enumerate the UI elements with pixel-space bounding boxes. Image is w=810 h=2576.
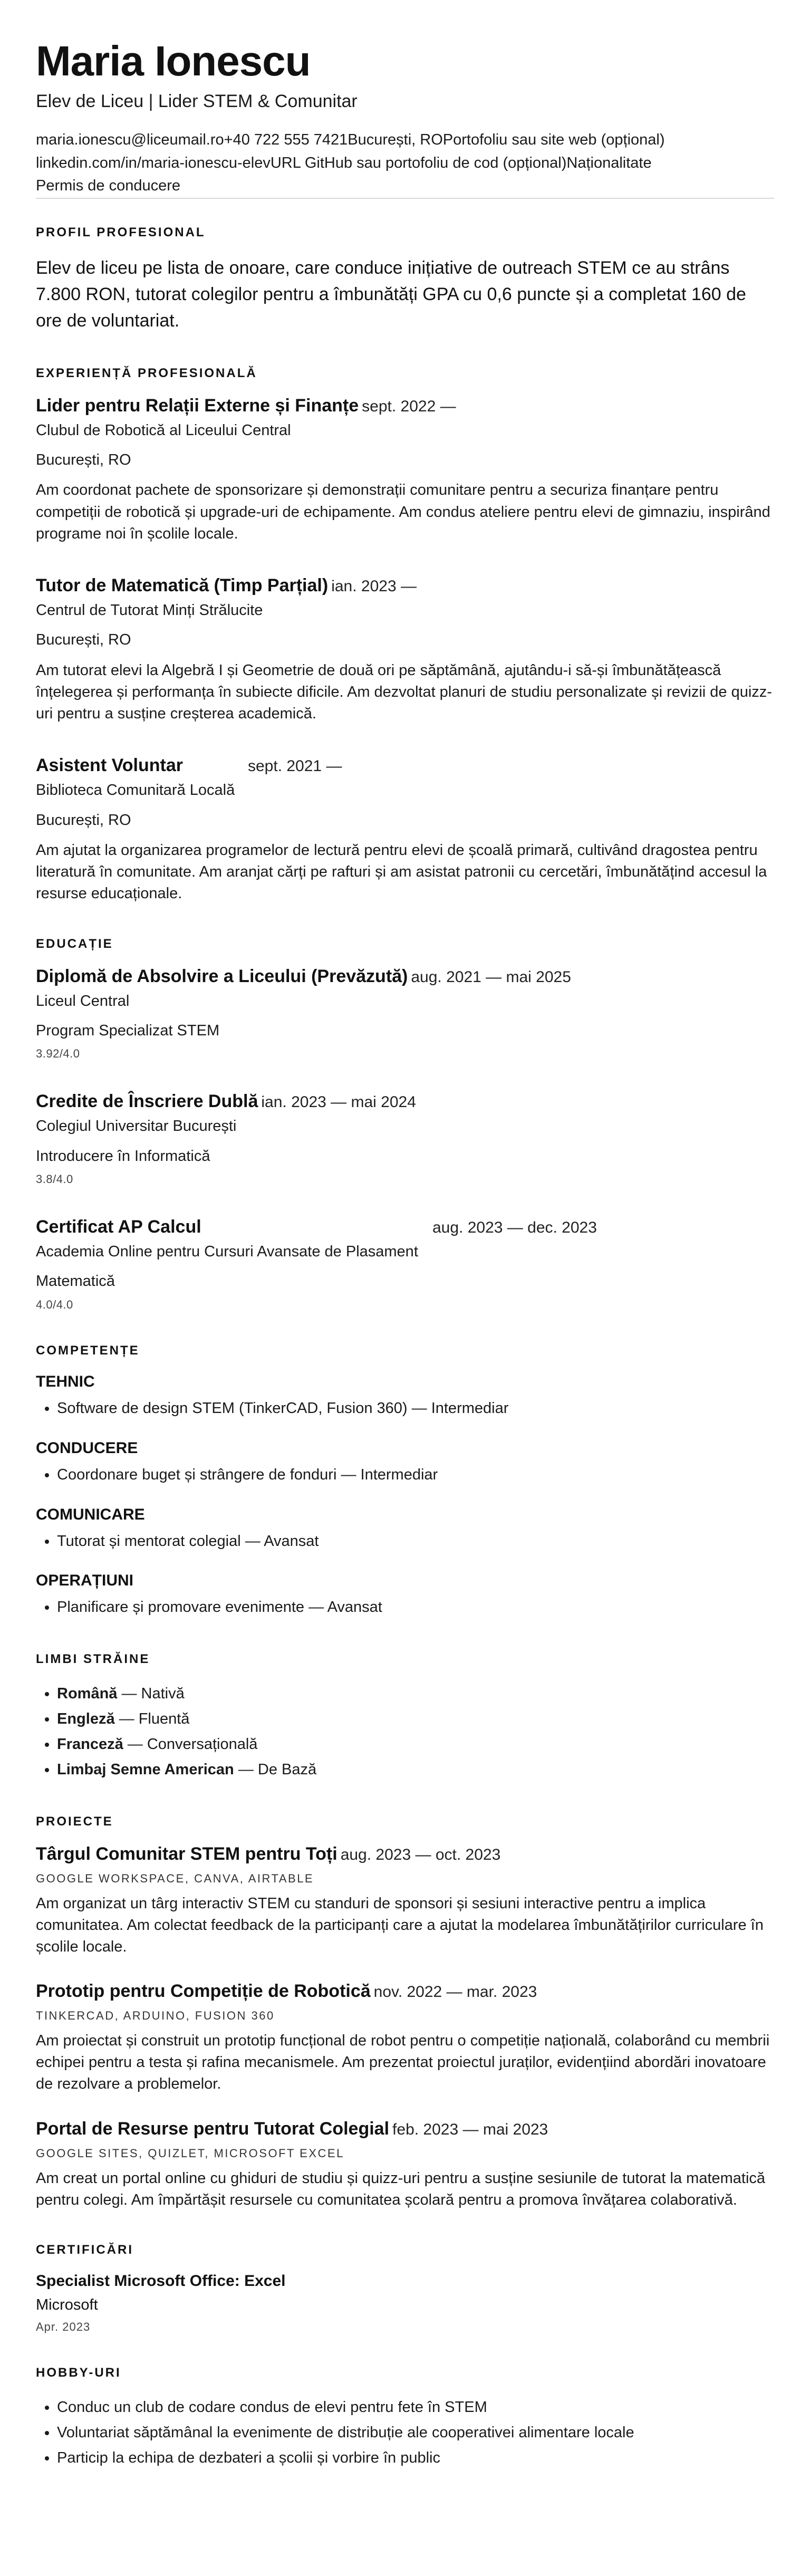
certification-name: Specialist Microsoft Office: Excel xyxy=(36,2272,286,2290)
education-school: Academia Online pentru Cursuri Avansate de Plasament xyxy=(36,1243,418,1261)
header-divider xyxy=(36,198,774,199)
experience-title: Lider pentru Relații Externe și Finanțe xyxy=(36,395,359,416)
skill-item: • Tutorat și mentorat colegial — Avansat xyxy=(57,1529,774,1554)
experience-date: ian. 2023 — xyxy=(331,577,417,595)
certification-date: Apr. 2023 xyxy=(36,2320,91,2333)
education-title: Credite de Înscriere Dublă xyxy=(36,1091,258,1112)
projects-section xyxy=(36,1814,774,2211)
section-title-education: EDUCAȚIE xyxy=(36,936,113,951)
education-title: Certificat AP Calcul xyxy=(36,1217,201,1237)
section-title-certifications: CERTIFICĂRI xyxy=(36,2242,133,2257)
skill-item: • Planificare și promovare evenimente — Avansat xyxy=(57,1595,774,1620)
language-name: Limbaj Semne American xyxy=(57,1761,234,1778)
project-entry xyxy=(36,1844,774,1958)
contact-row-2 xyxy=(36,152,774,175)
project-tags: GOOGLE WORKSPACE, CANVA, AIRTABLE xyxy=(36,1871,314,1885)
skill-category: TEHNIC xyxy=(36,1372,95,1390)
education-grade: 4.0/4.0 xyxy=(36,1297,73,1311)
language-name: Franceză xyxy=(57,1735,123,1753)
hobby-item: • Particip la echipa de dezbateri a școlii și vorbire în public xyxy=(57,2446,774,2471)
contact-phone[interactable]: +40 722 555 7421 xyxy=(224,131,348,149)
language-item xyxy=(57,1757,774,1783)
contact-email[interactable]: maria.ionescu@liceumail.ro xyxy=(36,131,224,149)
education-program: Introducere în Informatică xyxy=(36,1147,210,1165)
education-program: Matematică xyxy=(36,1273,115,1290)
contact-row-1 xyxy=(36,129,774,152)
education-program: Program Specializat STEM xyxy=(36,1022,220,1039)
profile-section xyxy=(36,225,774,334)
profile-summary: Elev de liceu pe lista de onoare, care conduce inițiative de outreach STEM ce au strâns 7.800 RON, tutorat colegilor pentru a îmbunătăți GPA cu 0,6 puncte și a completat 160 de ore de voluntariat. xyxy=(36,257,746,331)
experience-location: București, RO xyxy=(36,451,131,469)
section-title-languages: LIMBI STRĂINE xyxy=(36,1652,150,1667)
project-title: Târgul Comunitar STEM pentru Toți xyxy=(36,1843,338,1864)
hobbies-section xyxy=(36,2366,774,2471)
language-level: — Conversațională xyxy=(123,1735,258,1753)
experience-entry xyxy=(36,396,774,545)
education-grade: 3.8/4.0 xyxy=(36,1172,73,1186)
section-title-projects: PROIECTE xyxy=(36,1814,113,1829)
contact-nationality: Naționalitate xyxy=(566,154,652,171)
section-title-skills: COMPETENȚE xyxy=(36,1343,140,1358)
skill-group xyxy=(36,1373,774,1421)
language-level: — De Bază xyxy=(234,1761,317,1778)
contact-linkedin[interactable]: linkedin.com/in/maria-ionescu-elevURL GitHub sau portofoliu de cod (opțional) xyxy=(36,154,567,171)
certification-issuer: Microsoft xyxy=(36,2296,98,2313)
project-title: Prototip pentru Competiție de Robotică xyxy=(36,1981,371,2002)
project-tags: GOOGLE SITES, QUIZLET, MICROSOFT EXCEL xyxy=(36,2146,344,2160)
project-entry xyxy=(36,1981,774,2096)
project-date: nov. 2022 — mar. 2023 xyxy=(373,1983,537,2001)
experience-title: Asistent Voluntar xyxy=(36,755,183,776)
experience-description: Am coordonat pachete de sponsorizare și demonstrații comunitare pentru a securiza finanțare pentru competiții de robotică și upgrade-uri de echipamente. Am condus ateliere pentru elevi de gimnaziu, inspirând programe noi în școlile locale. xyxy=(36,482,770,542)
skill-category: COMUNICARE xyxy=(36,1505,145,1523)
project-description: Am creat un portal online cu ghiduri de studiu și quizz-uri pentru a susține sesiunile de tutorat la matematică pentru colegi. Am împărtășit resursele cu comunitatea școlară pentru a promova învățarea colaborativă. xyxy=(36,2169,766,2208)
candidate-headline: Elev de Liceu | Lider STEM & Comunitar xyxy=(36,91,358,111)
resume-page xyxy=(36,0,774,2471)
education-date: ian. 2023 — mai 2024 xyxy=(261,1093,416,1111)
contact-driving-license: Permis de conducere xyxy=(36,177,181,195)
skill-group xyxy=(36,1439,774,1488)
education-title: Diplomă de Absolvire a Liceului (Prevăzută) xyxy=(36,966,408,986)
certification-entry xyxy=(36,2272,774,2334)
experience-location: București, RO xyxy=(36,631,131,649)
certifications-section xyxy=(36,2243,774,2334)
education-grade: 3.92/4.0 xyxy=(36,1047,80,1061)
education-entry xyxy=(36,966,774,1061)
hobby-item: • Voluntariat săptămânal la evenimente de distribuție ale cooperativei alimentare locale xyxy=(57,2420,774,2446)
skill-category: OPERAȚIUNI xyxy=(36,1572,134,1590)
languages-section xyxy=(36,1652,774,1782)
experience-organization: Clubul de Robotică al Liceului Central xyxy=(36,421,291,439)
skill-group xyxy=(36,1572,774,1620)
experience-location: București, RO xyxy=(36,811,131,829)
experience-description: Am ajutat la organizarea programelor de lectură pentru elevi de școală primară, cultivând dragostea pentru literatură în comunitate. Am aranjat cărți pe rafturi și am asistat patronii cu cercetări, îmbunătățind accesul la resurse educaționale. xyxy=(36,842,767,902)
language-item xyxy=(57,1681,774,1707)
skill-group xyxy=(36,1506,774,1554)
contact-row-3 xyxy=(36,175,774,198)
education-entry xyxy=(36,1217,774,1312)
language-level: — Nativă xyxy=(117,1685,185,1703)
project-tags: TINKERCAD, ARDUINO, FUSION 360 xyxy=(36,2009,275,2023)
language-name: Română xyxy=(57,1685,118,1703)
hobby-item: • Conduc un club de codare condus de elevi pentru fete în STEM xyxy=(57,2395,774,2420)
experience-entry xyxy=(36,575,774,725)
education-school: Colegiul Universitar București xyxy=(36,1118,237,1135)
skill-category: CONDUCERE xyxy=(36,1439,138,1457)
section-title-hobbies: HOBBY-URI xyxy=(36,2365,121,2380)
resume-header xyxy=(36,36,774,198)
skill-item: • Software de design STEM (TinkerCAD, Fusion 360) — Intermediar xyxy=(57,1396,774,1421)
language-item xyxy=(57,1707,774,1732)
skill-item: • Coordonare buget și strângere de fonduri — Intermediar xyxy=(57,1463,774,1488)
education-school: Liceul Central xyxy=(36,992,130,1010)
project-entry xyxy=(36,2119,774,2211)
language-item xyxy=(57,1732,774,1757)
experience-description: Am tutorat elevi la Algebră I și Geometrie de două ori pe săptămână, ajutându-i să-și îmbunătățească înțelegerea și performanța în subiecte dificile. Am dezvoltat planuri de studiu personalizate și revizii de quizz-uri pentru a susține creșterea academică. xyxy=(36,661,772,723)
project-description: Am organizat un târg interactiv STEM cu standuri de sponsori și sesiuni interactive pentru a implica comunitatea. Am colectat feedback de la participanți care a ajutat la modelarea îmbunătățirilor curriculare în școlile locale. xyxy=(36,1895,764,1955)
project-description: Am proiectat și construit un prototip funcțional de robot pentru o competiție națională, colaborând cu membrii echipei pentru a testa și rafina mecanismele. Am prezentat proiectul juraților, evidențiind abordări inovatoare de rezolvare a problemelor. xyxy=(36,2032,770,2093)
experience-date: sept. 2022 — xyxy=(362,397,456,415)
project-date: aug. 2023 — oct. 2023 xyxy=(340,1846,501,1863)
experience-organization: Centrul de Tutorat Minți Strălucite xyxy=(36,601,263,619)
education-entry xyxy=(36,1091,774,1186)
experience-section xyxy=(36,366,774,905)
experience-title: Tutor de Matematică (Timp Parțial) xyxy=(36,575,329,595)
section-title-profile: PROFIL PROFESIONAL xyxy=(36,225,206,239)
experience-organization: Biblioteca Comunitară Locală xyxy=(36,782,235,799)
section-title-experience: EXPERIENȚĂ PROFESIONALĂ xyxy=(36,366,257,380)
contact-location: București, RO xyxy=(348,131,443,149)
education-section xyxy=(36,937,774,1312)
project-title: Portal de Resurse pentru Tutorat Colegial xyxy=(36,2118,390,2139)
language-name: Engleză xyxy=(57,1710,115,1728)
experience-date: sept. 2021 — xyxy=(248,757,342,775)
contact-portfolio[interactable]: Portofoliu sau site web (opțional) xyxy=(442,131,665,149)
education-date: aug. 2023 — dec. 2023 xyxy=(432,1219,597,1237)
experience-entry xyxy=(36,755,774,905)
project-date: feb. 2023 — mai 2023 xyxy=(392,2120,548,2138)
skills-section xyxy=(36,1343,774,1620)
language-level: — Fluentă xyxy=(114,1710,190,1728)
education-date: aug. 2021 — mai 2025 xyxy=(411,968,571,986)
candidate-name: Maria Ionescu xyxy=(36,37,311,84)
